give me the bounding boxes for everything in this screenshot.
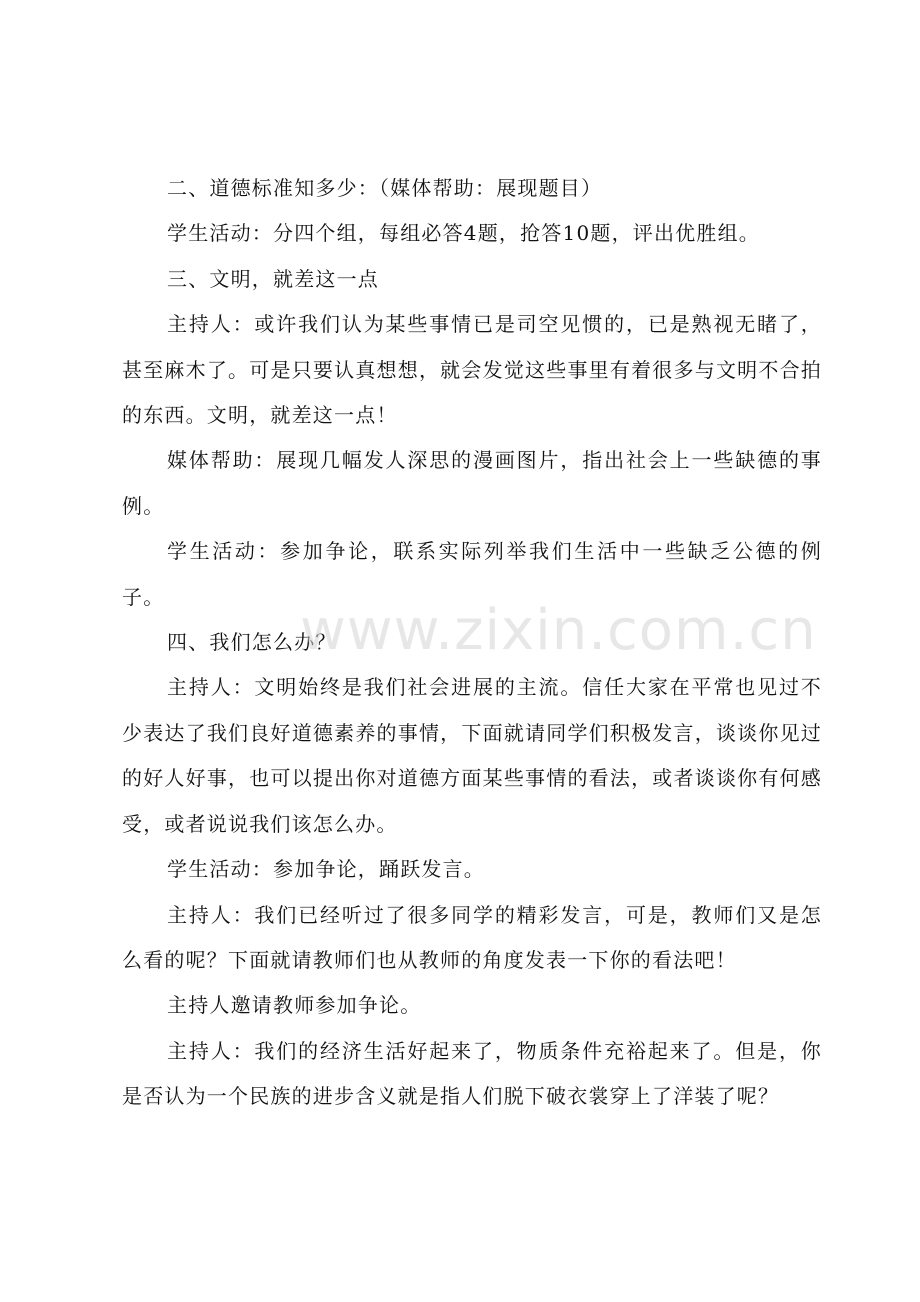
paragraph-host-teachers-view: 主持人：我们已经听过了很多同学的精彩发言，可是，教师们又是怎么看的呢？下面就请教师们也从教师的角度发表一下你的看法吧！ [122, 902, 822, 972]
paragraph-student-activity-discussion: 学生活动：参加争论，联系实际列举我们生活中一些缺乏公德的例子。 [122, 539, 822, 609]
section-heading-moral-standards: 二、道德标准知多少：（媒体帮助：展现题目） [167, 176, 603, 200]
paragraph-host-civility: 主持人：或许我们认为某些事情已是司空见惯的，已是熟视无睹了，甚至麻木了。可是只要认真想想，就会发觉这些事里有着很多与文明不合拍的东西。文明，就差这一点！ [122, 312, 822, 428]
section-heading-civility: 三、文明，就差这一点 [167, 266, 379, 291]
paragraph-host-mainstream: 主持人：文明始终是我们社会进展的主流。信任大家在平常也见过不少表达了我们良好道德素养的事情，下面就请同学们积极发言，谈谈你见过的好人好事，也可以提出你对道德方面某些事情的看法，或者谈谈你有何感受，或者说说我们该怎么办。 [122, 675, 822, 836]
watermark: www.zixin.com.cn [300, 598, 817, 663]
paragraph-media-cartoons: 媒体帮助：展现几幅发人深思的漫画图片，指出社会上一些缺德的事例。 [122, 448, 822, 518]
paragraph-host-progress: 主持人：我们的经济生活好起来了，物质条件充裕起来了。但是，你是否认为一个民族的进步含义就是指人们脱下破衣裳穿上了洋装了呢？ [122, 1038, 822, 1109]
paragraph-host-invites-teachers: 主持人邀请教师参加争论。 [167, 993, 422, 1018]
paragraph-student-activity-speak: 学生活动：参加争论，踊跃发言。 [167, 857, 485, 882]
section-heading-what-to-do: 四、我们怎么办？ [167, 630, 337, 655]
document-body [122, 166, 822, 1120]
paragraph-student-activity-quiz: 学生活动：分四个组，每组必答4题，抢答10题，评出优胜组。 [167, 221, 760, 246]
